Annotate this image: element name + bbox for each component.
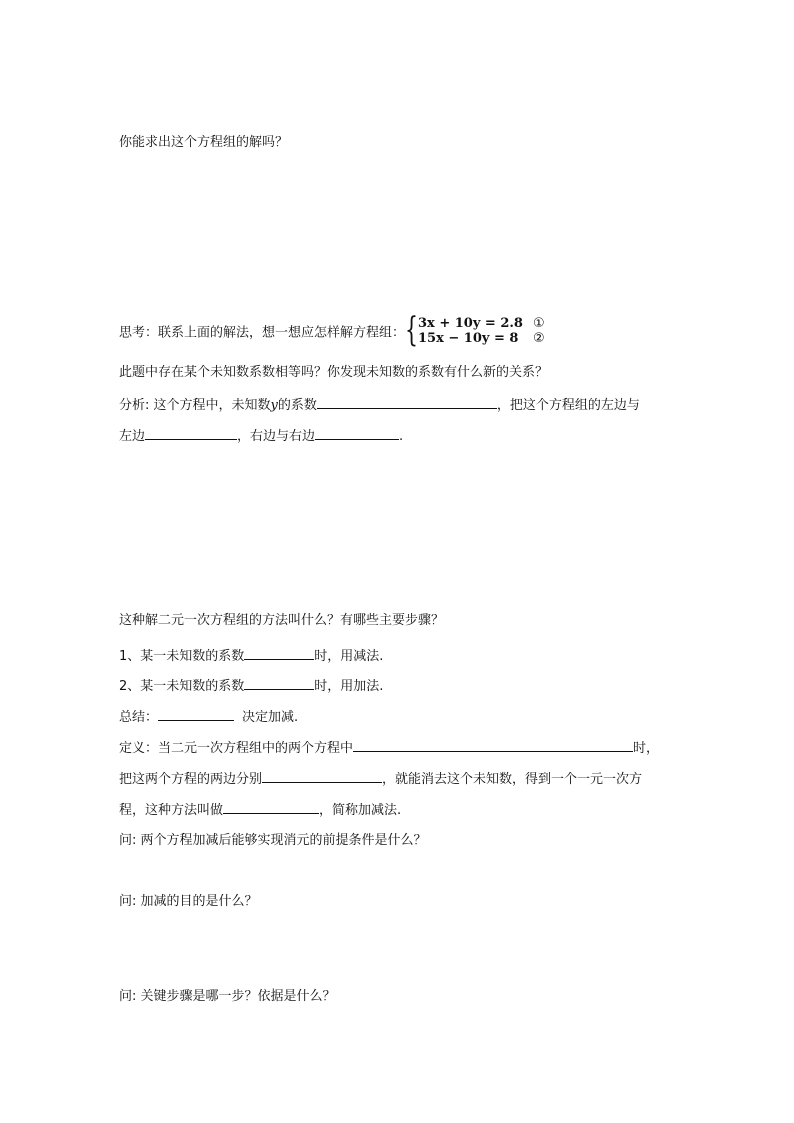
analysis-variable: y	[270, 398, 278, 413]
blank-right[interactable]	[315, 426, 399, 440]
analysis-line-2	[119, 426, 403, 446]
definition-3a: 程，这种方法叫做	[119, 803, 224, 818]
question-2: 问: 加减的目的是什么？	[119, 894, 258, 909]
analysis-prefix: 分析: 这个方程中，未知数	[119, 398, 271, 413]
left-brace: {	[405, 310, 418, 350]
step-1-prefix: 1、某一未知数的系数	[119, 649, 245, 664]
definition-2b: ，就能消去这个未知数，得到一个一元一次方	[382, 772, 643, 787]
blank-definition-3[interactable]	[223, 800, 319, 814]
analysis-suffix: ，把这个方程组的左边与	[496, 398, 640, 413]
equation-2-marker: ②	[533, 331, 545, 346]
equation-1-marker: ①	[533, 316, 545, 331]
analysis-left: 左边	[119, 429, 146, 444]
blank-definition-1[interactable]	[353, 738, 633, 752]
blank-definition-2[interactable]	[262, 769, 382, 783]
definition-line-1	[119, 738, 659, 758]
analysis-end: .	[399, 429, 404, 444]
equation-1: 3x + 10y = 2.8	[418, 316, 523, 331]
blank-step-1[interactable]	[244, 646, 314, 660]
step-1	[119, 646, 383, 666]
blank-coefficient[interactable]	[317, 395, 497, 409]
question-coefficient: 此题中存在某个未知数系数相等吗？你发现未知数的系数有什么新的关系？	[119, 365, 549, 380]
step-2	[119, 676, 383, 696]
blank-step-2[interactable]	[244, 676, 314, 690]
definition-2a: 把这两个方程的两边分别	[119, 772, 263, 787]
definition-3b: ，简称加减法.	[319, 803, 402, 818]
equation-system	[405, 310, 565, 350]
question-1: 问: 两个方程加减后能够实现消元的前提条件是什么？	[119, 833, 427, 848]
equation-2: 15x − 10y = 8	[418, 331, 519, 346]
think-line	[119, 310, 565, 350]
analysis-line-1	[119, 395, 640, 415]
analysis-mid: 的系数	[277, 398, 317, 413]
definition-1b: 时，	[633, 741, 660, 756]
definition-1a: 定义：当二元一次方程组中的两个方程中	[119, 741, 354, 756]
think-prefix: 思考：联系上面的解法，想一想应怎样解方程组：	[119, 325, 406, 341]
definition-line-2	[119, 769, 642, 789]
blank-left[interactable]	[145, 426, 237, 440]
step-1-suffix: 时，用减法.	[314, 649, 384, 664]
question-solve: 你能求出这个方程组的解吗？	[119, 135, 289, 150]
summary-suffix: 决定加减.	[242, 710, 299, 725]
summary	[119, 707, 298, 727]
step-2-suffix: 时，用加法.	[314, 679, 384, 694]
summary-prefix: 总结：	[119, 710, 159, 725]
definition-line-3	[119, 800, 401, 820]
analysis-right: ，右边与右边	[237, 429, 316, 444]
blank-summary[interactable]	[158, 707, 234, 721]
step-2-prefix: 2、某一未知数的系数	[119, 679, 245, 694]
question-3: 问: 关键步骤是哪一步？依据是什么？	[119, 989, 336, 1004]
question-method: 这种解二元一次方程组的方法叫什么？有哪些主要步骤？	[119, 613, 445, 628]
